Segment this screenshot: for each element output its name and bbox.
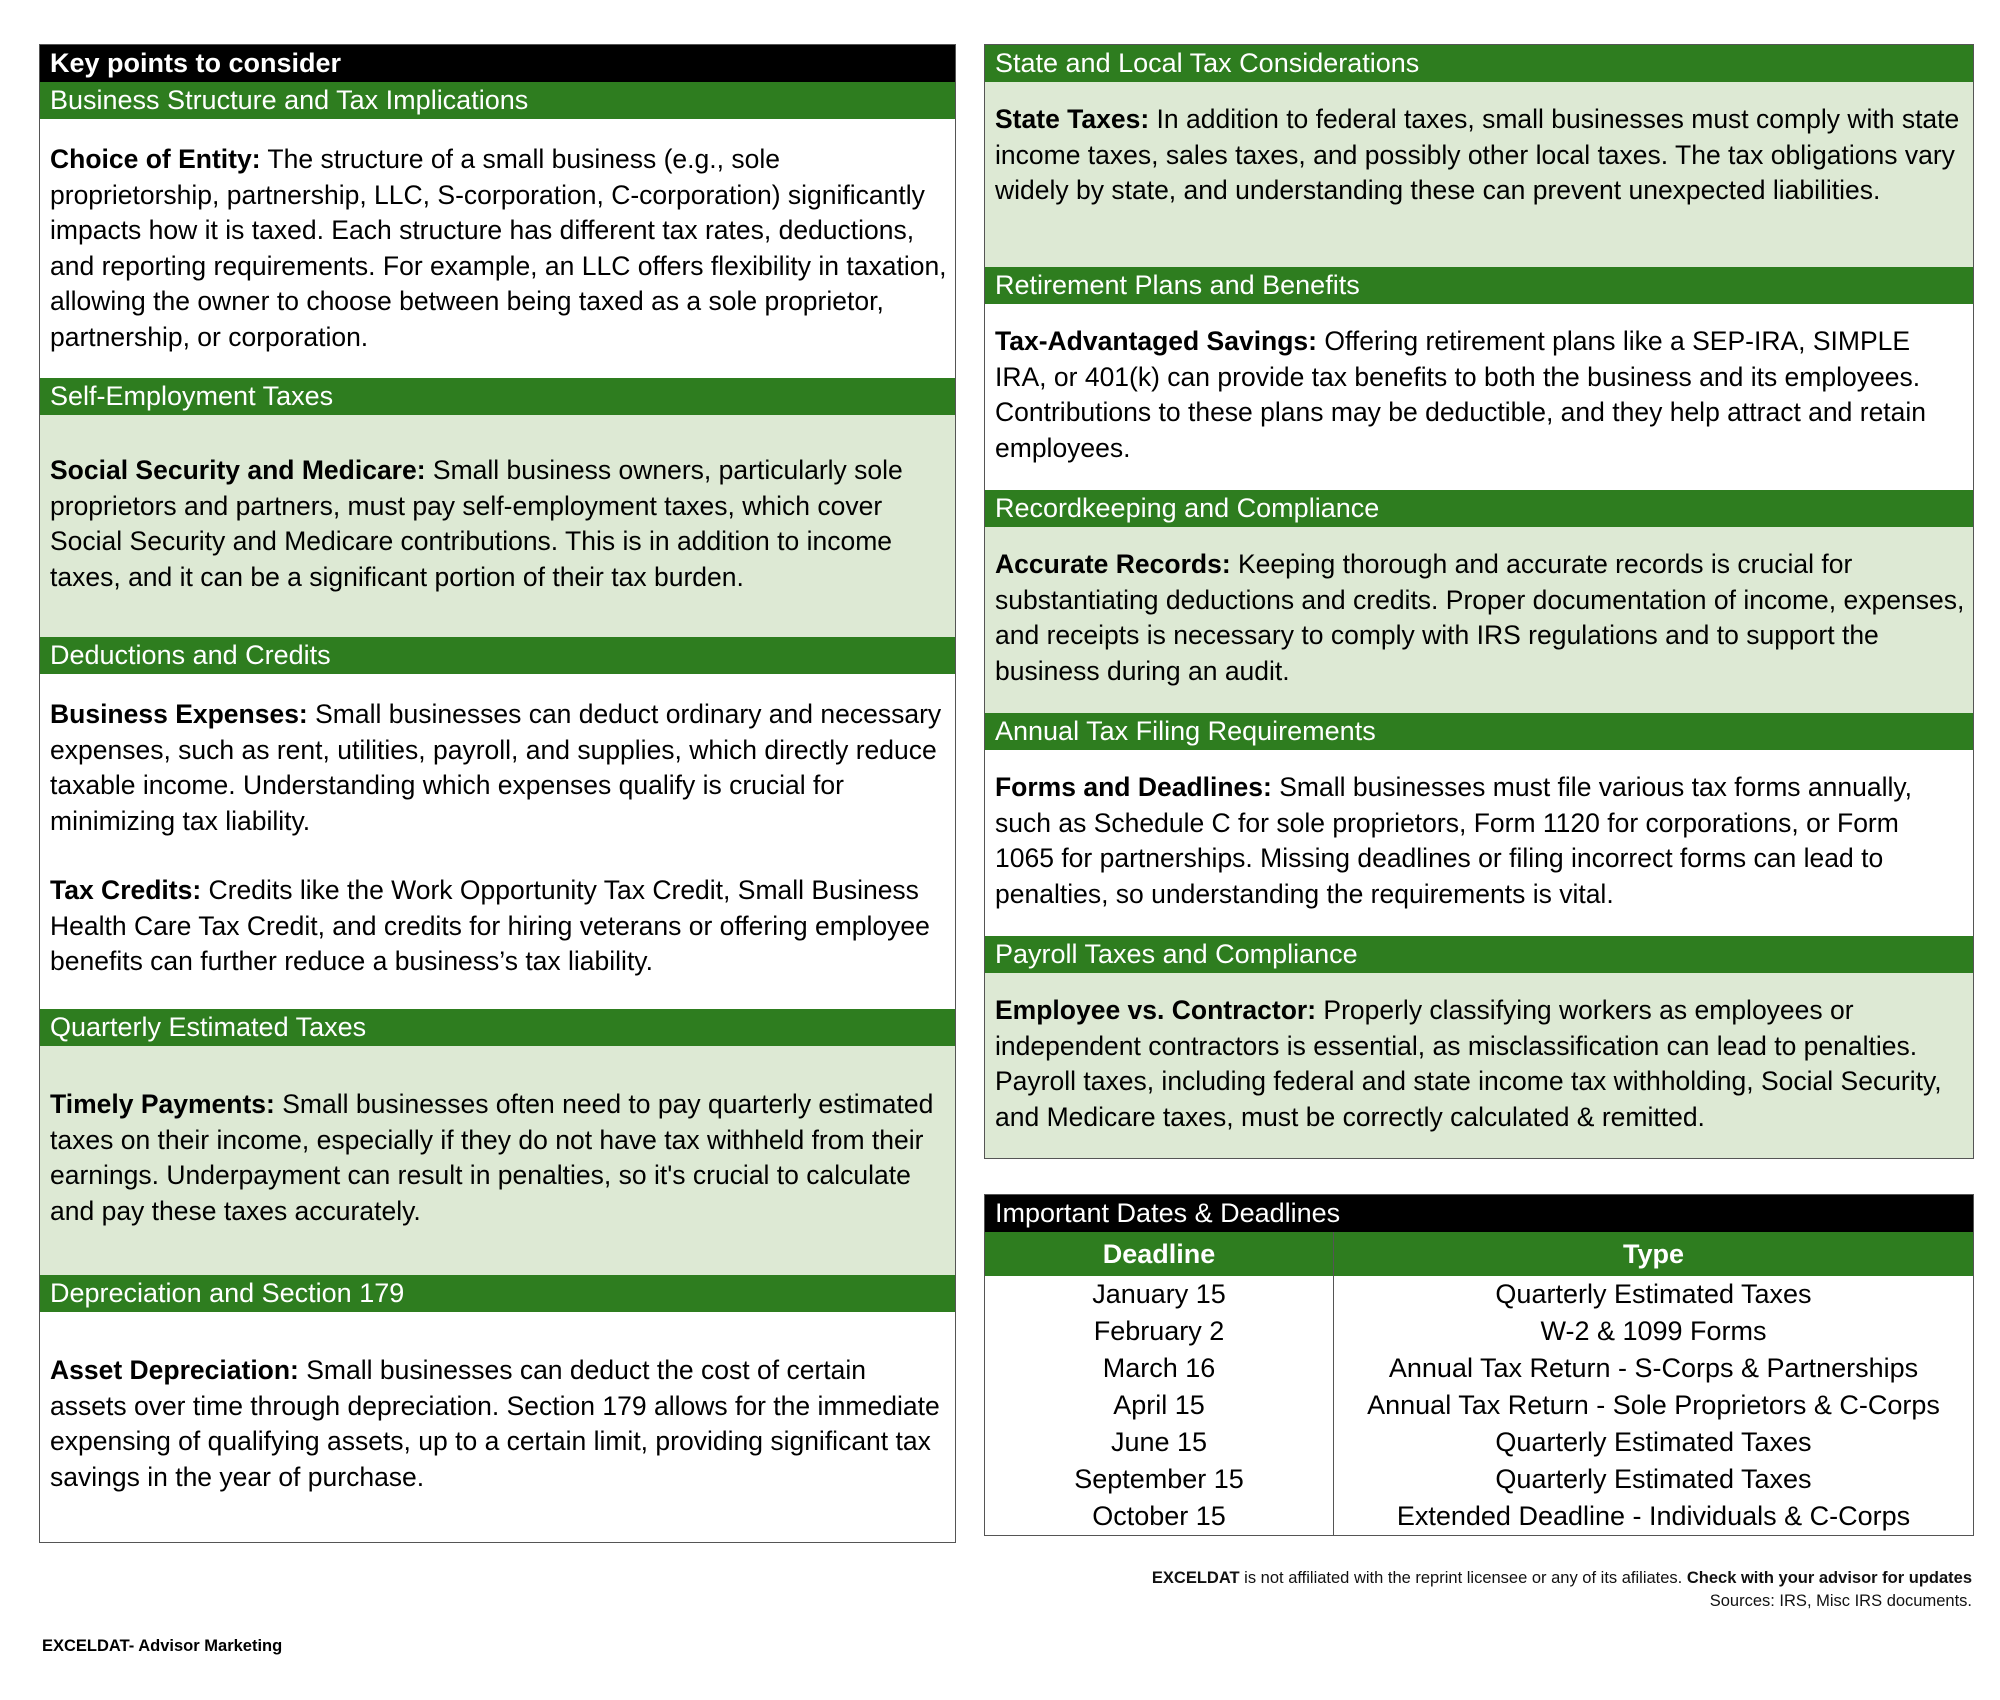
paragraph-lead: Social Security and Medicare: [50,455,426,485]
dates-table-title: Important Dates & Deadlines [985,1195,1973,1232]
type-cell: Extended Deadline - Individuals & C-Corps [1396,1501,1911,1531]
paragraph-lead: Timely Payments: [50,1089,275,1119]
paragraph-lead: Forms and Deadlines: [995,772,1272,802]
disclaimer [1152,1567,1972,1613]
left-panel [39,44,956,1543]
paragraph-lead: Tax Credits: [50,875,202,905]
column-header-deadline: Deadline [985,1232,1334,1276]
table-header-row [985,1232,1973,1276]
paragraph-text: Small businesses must file various tax forms annually, such as Schedule C for sole proprietors, Form 1120 for corporations, or Form 1065 for partnerships. Missing deadlines or filing incorrect forms can lead to penalties, so understanding the requirements is vital. [995,772,1913,909]
section-body-depreciation [40,1312,955,1542]
section-title-deductions: Deductions and Credits [40,637,955,674]
table-row [985,1350,1973,1387]
table-row [985,1424,1973,1461]
paragraph-lead: Asset Depreciation: [50,1355,299,1385]
section-body-business-structure [40,119,955,378]
footer-brand: EXCELDAT- Advisor Marketing [42,1637,283,1655]
deadline-cell: February 2 [985,1313,1334,1350]
section-body-retirement [985,304,1973,490]
type-cell: Annual Tax Return - Sole Proprietors & C-Corps [1367,1390,1940,1420]
section-body-deductions [40,674,955,1009]
section-title-retirement: Retirement Plans and Benefits [985,267,1973,304]
paragraph [50,453,947,595]
section-body-self-employment [40,415,955,637]
section-title-payroll: Payroll Taxes and Compliance [985,936,1973,973]
dates-table-panel [984,1194,1974,1536]
paragraph-text: Offering retirement plans like a SEP-IRA, SIMPLE IRA, or 401(k) can provide tax benefits to both the business and its employees. Contributions to these plans may be deductible, and they help attract and retain employees. [995,326,1927,463]
paragraph-text: Small business owners, particularly sole proprietors and partners, must pay self-employment taxes, which cover Social Security and Medicare contributions. This is in addition to income taxes, and it can be a significant portion of their tax burden. [50,455,903,592]
paragraph [995,102,1965,209]
deadline-cell: March 16 [985,1350,1334,1387]
section-title-quarterly: Quarterly Estimated Taxes [40,1009,955,1046]
section-body-annual-filing [985,750,1973,936]
paragraph [995,547,1965,689]
dates-table [985,1232,1973,1535]
paragraph-lead: Employee vs. Contractor: [995,995,1317,1025]
paragraph-text: Small businesses often need to pay quarterly estimated taxes on their income, especially if they do not have tax withheld from their earnings. Underpayment can result in penalties, so it's crucial to calculate and pay these taxes accurately. [50,1089,934,1226]
section-body-payroll [985,973,1973,1158]
paragraph [50,1087,947,1229]
sources-line: Sources: IRS, Misc IRS documents. [1709,1592,1972,1610]
paragraph-lead: Accurate Records: [995,549,1231,579]
paragraph-text: Keeping thorough and accurate records is crucial for substantiating deductions and credits. Proper documentation of income, expenses, and receipts is necessary to comply with IRS regulations and to support the business during an audit. [995,549,1965,686]
deadline-cell: October 15 [985,1498,1334,1535]
paragraph-lead: Tax-Advantaged Savings: [995,326,1317,356]
type-cell: Annual Tax Return - S-Corps & Partnerships [1388,1353,1919,1383]
paragraph [50,1353,947,1495]
paragraph-text: The structure of a small business (e.g., sole proprietorship, partnership, LLC, S-corporation, C-corporation) significantly impacts how it is taxed. Each structure has different tax rates, deductions, and reporting requirements. For example, an LLC offers flexibility in taxation, allowing the owner to choose between being taxed as a sole proprietor, partnership, or corporation. [50,144,947,352]
paragraph [50,142,947,355]
paragraph-lead: Business Expenses: [50,699,308,729]
section-body-quarterly [40,1046,955,1275]
section-title-annual-filing: Annual Tax Filing Requirements [985,713,1973,750]
paragraph [995,770,1965,912]
deadline-cell: June 15 [985,1424,1334,1461]
section-title-self-employment: Self-Employment Taxes [40,378,955,415]
paragraph-text: Small businesses can deduct ordinary and necessary expenses, such as rent, utilities, payroll, and supplies, which directly reduce taxable income. Understanding which expenses qualify is crucial for minimizing tax liability. [50,699,942,836]
disclaimer-advice: Check with your advisor for updates [1686,1569,1972,1587]
disclaimer-text: is not affiliated with the reprint licensee or any of its afiliates. [1239,1569,1687,1587]
panel-title: Key points to consider [40,45,955,82]
paragraph [995,324,1965,466]
section-body-recordkeeping [985,527,1973,713]
paragraph [50,697,947,839]
disclaimer-line [1152,1567,1972,1590]
type-cell: Quarterly Estimated Taxes [1495,1464,1812,1494]
right-panel [984,44,1974,1159]
deadline-cell: April 15 [985,1387,1334,1424]
disclaimer-brand: EXCELDAT [1151,1569,1240,1587]
table-row [985,1498,1973,1535]
paragraph-lead: Choice of Entity: [50,144,261,174]
section-title-recordkeeping: Recordkeeping and Compliance [985,490,1973,527]
type-cell: W-2 & 1099 Forms [1540,1316,1767,1346]
section-title-depreciation: Depreciation and Section 179 [40,1275,955,1312]
section-title-state-local: State and Local Tax Considerations [985,45,1973,82]
paragraph [50,873,947,980]
deadline-cell: September 15 [985,1461,1334,1498]
paragraph-lead: State Taxes: [995,104,1150,134]
section-body-state-local [985,82,1973,267]
paragraph-text: Small businesses can deduct the cost of certain assets over time through depreciation. Section 179 allows for the immediate expensing of qualifying assets, up to a certain limit, providing significant tax savings in the year of purchase. [50,1355,940,1492]
section-title-business-structure: Business Structure and Tax Implications [40,82,955,119]
deadline-cell: January 15 [985,1276,1334,1313]
paragraph-text: Credits like the Work Opportunity Tax Credit, Small Business Health Care Tax Credit, and credits for hiring veterans or offering employee benefits can further reduce a business’s tax liability. [50,875,930,976]
table-row [985,1387,1973,1424]
column-header-type: Type [1334,1232,1974,1276]
table-row [985,1313,1973,1350]
paragraph-text: In addition to federal taxes, small businesses must comply with state income taxes, sales taxes, and possibly other local taxes. The tax obligations vary widely by state, and understanding these can prevent unexpected liabilities. [995,104,1960,205]
table-row [985,1461,1973,1498]
type-cell: Quarterly Estimated Taxes [1495,1279,1812,1309]
table-row [985,1276,1973,1313]
paragraph [995,993,1965,1135]
type-cell: Quarterly Estimated Taxes [1495,1427,1812,1457]
paragraph-text: Properly classifying workers as employees or independent contractors is essential, as misclassification can lead to penalties. Payroll taxes, including federal and state income tax withholding, Social Security, and Medicare taxes, must be correctly calculated & remitted. [995,995,1942,1132]
